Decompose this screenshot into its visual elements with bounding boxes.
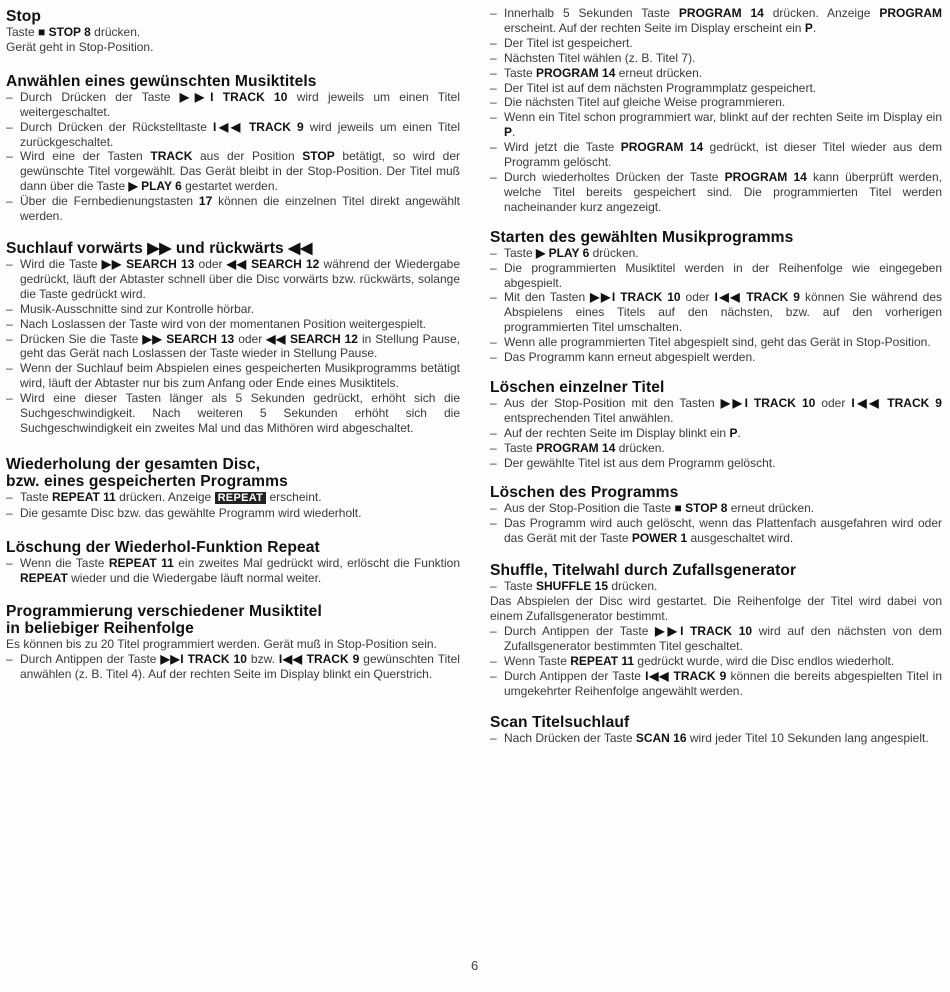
section-heading: Anwählen eines gewünschten Musiktitels — [6, 72, 317, 90]
list-item: – Wenn der Suchlauf beim Abspielen eines gespeicherten Musikprogramms betätigt wird, läuft der Abtaster nur bis zum Anfang oder Ende eines Musiktitels. — [6, 361, 460, 391]
bullet-list — [490, 731, 942, 746]
list-item: – Das Programm kann erneut abgespielt werden. — [490, 350, 942, 365]
list-item: – Taste ▶ PLAY 6 drücken. — [490, 246, 942, 261]
section-heading-line2: bzw. eines gespeicherten Programms — [6, 472, 288, 490]
list-item: – Wenn die Taste REPEAT 11 ein zweites Mal gedrückt wird, erlöscht die Funktion REPEAT wieder und die Wiedergabe läuft normal weiter. — [6, 556, 460, 586]
section-scan-titelsuchlauf — [490, 714, 942, 746]
list-item: – Die programmierten Musiktitel werden in der Reihenfolge wie eingegeben abgespielt. — [490, 261, 942, 291]
list-item: Das Abspielen der Disc wird gestartet. Die Reihenfolge der Titel wird dabei von einem Zufallsgenerator bestimmt. — [490, 594, 942, 623]
section-heading: Löschen des Programms — [490, 484, 679, 502]
list-item: – Musik-Ausschnitte sind zur Kontrolle hörbar. — [6, 302, 460, 317]
list-item: – Wird die Taste ▶▶ SEARCH 13 oder ◀◀ SEARCH 12 während der Wiedergabe gedrückt, läuft der Abtaster schnell über die Disc vorwärts bzw. rückwärts, solange die Taste gedrückt wird. — [6, 257, 460, 302]
bullet-list — [6, 90, 460, 224]
section-heading: Scan Titelsuchlauf — [490, 714, 630, 732]
section-löschung-der-wiederhol-funktion-repeat — [6, 539, 460, 586]
list-item: – Wenn alle programmierten Titel abgespielt sind, geht das Gerät in Stop-Position. — [490, 335, 942, 350]
list-item: – Taste REPEAT 11 drücken. Anzeige REPEAT erscheint. — [6, 490, 460, 506]
section-löschen-einzelner-titel — [490, 379, 942, 471]
section-anwählen-eines-gewünschten-musiktitels — [6, 73, 460, 224]
section-continued — [490, 6, 942, 215]
section-heading: Wiederholung der gesamten Disc, — [6, 455, 261, 473]
section-programmierung-verschiedener-musiktitel — [6, 603, 460, 682]
list-item: – Aus der Stop-Position die Taste ■ STOP 8 erneut drücken. — [490, 501, 942, 516]
bullet-list — [490, 246, 942, 365]
section-heading: Shuffle, Titelwahl durch Zufallsgenerator — [490, 562, 797, 580]
list-item: – Das Programm wird auch gelöscht, wenn das Plattenfach ausgefahren wird oder das Gerät mit der Taste POWER 1 ausgeschaltet wird. — [490, 516, 942, 546]
list-item: – Wird eine dieser Tasten länger als 5 Sekunden gedrückt, erhöht sich die Suchgeschwindigkeit. Nach weiteren 5 Sekunden erhöht sich die Suchgeschwindigkeit ein zweites Mal und das Mithören wird abgeschaltet. — [6, 391, 460, 436]
page-number: 6 — [471, 958, 479, 973]
list-item: – Durch Antippen der Taste ▶▶I TRACK 10 bzw. I◀◀ TRACK 9 gewünschten Titel anwählen (z. B. Titel 4). Auf der rechten Seite im Display blinkt ein Querstrich. — [6, 652, 460, 682]
list-item: – Drücken Sie die Taste ▶▶ SEARCH 13 oder ◀◀ SEARCH 12 in Stellung Pause, geht das Gerät nach Loslassen der Taste wieder in Stellung Pause. — [6, 332, 460, 362]
bullet-list — [490, 6, 942, 215]
section-heading: Stop — [6, 8, 42, 25]
section-heading: Programmierung verschiedener Musiktitel — [6, 603, 322, 621]
list-item: – Durch Drücken der Rückstelltaste I◀◀ TRACK 9 wird jeweils um einen Titel zurückgeschaltet. — [6, 120, 460, 150]
list-item: – Wenn ein Titel schon programmiert war, blinkt auf der rechten Seite im Display ein P. — [490, 110, 942, 140]
section-heading: Suchlauf vorwärts ▶▶ und rückwärts ◀◀ — [6, 239, 313, 257]
paragraph: Es können bis zu 20 Titel programmiert werden. Gerät muß in Stop-Position sein. — [6, 637, 437, 652]
list-item: – Nach Loslassen der Taste wird von der momentanen Position weitergespielt. — [6, 317, 460, 332]
paragraph: Taste ■ STOP 8 drücken. — [6, 25, 141, 39]
bullet-list — [6, 490, 460, 521]
bullet-list — [490, 501, 942, 546]
section-heading: Löschung der Wiederhol-Funktion Repeat — [6, 538, 320, 556]
section-heading: Löschen einzelner Titel — [490, 378, 665, 396]
list-item: – Nach Drücken der Taste SCAN 16 wird jeder Titel 10 Sekunden lang angespielt. — [490, 731, 942, 746]
list-item: – Taste PROGRAM 14 erneut drücken. — [490, 66, 942, 81]
section-wiederholung-der-gesamten-disc — [6, 456, 460, 521]
section-shuffle-titelwahl-durch-zufallsgenerator — [490, 562, 942, 698]
list-item: – Durch wiederholtes Drücken der Taste PROGRAM 14 kann überprüft werden, welche Titel bereits gespeichert sind. Die programmierten Titel werden nacheinander kurz angezeigt. — [490, 170, 942, 215]
list-item: – Nächsten Titel wählen (z. B. Titel 7). — [490, 51, 942, 66]
section-löschen-des-programms — [490, 484, 942, 546]
list-item: – Durch Antippen der Taste ▶▶I TRACK 10 wird auf den nächsten von dem Zufallsgenerator bestimmten Titel geschaltet. — [490, 624, 942, 654]
left-column — [6, 8, 460, 682]
section-suchlauf-vorwärts-und-rückwärts — [6, 240, 460, 436]
list-item: – Innerhalb 5 Sekunden Taste PROGRAM 14 drücken. Anzeige PROGRAM erscheint. Auf der rechten Seite im Display erscheint ein P. — [490, 6, 942, 36]
list-item: – Mit den Tasten ▶▶I TRACK 10 oder I◀◀ TRACK 9 können Sie während des Abspielens eines Titels auf den nächsten, bzw. auf den vorherigen programmierten Titel umschalten. — [490, 290, 942, 335]
repeat-display-badge: REPEAT — [215, 492, 267, 504]
section-starten-des-gewählten-musikprogramms — [490, 229, 942, 365]
list-item: – Wird eine der Tasten TRACK aus der Position STOP betätigt, so wird der gewünschte Titel vorgewählt. Das Gerät bleibt in der Stop-Position. Der Titel muß dann über die Taste ▶ PLAY 6 gestartet werden. — [6, 149, 460, 194]
list-item: – Durch Drücken der Taste ▶▶I TRACK 10 wird jeweils um einen Titel weitergeschaltet. — [6, 90, 460, 120]
list-item: – Der Titel ist auf dem nächsten Programmplatz gespeichert. — [490, 81, 942, 96]
bullet-list — [6, 556, 460, 586]
list-item: – Aus der Stop-Position mit den Tasten ▶▶I TRACK 10 oder I◀◀ TRACK 9 entsprechenden Titel anwählen. — [490, 396, 942, 426]
section-stop — [6, 8, 460, 55]
list-item: – Der Titel ist gespeichert. — [490, 36, 942, 51]
list-item: – Die gesamte Disc bzw. das gewählte Programm wird wiederholt. — [6, 506, 460, 521]
list-item: – Durch Antippen der Taste I◀◀ TRACK 9 können die bereits abgespielten Titel in umgekehrter Reihenfolge angewählt werden. — [490, 669, 942, 699]
list-item: – Wenn Taste REPEAT 11 gedrückt wurde, wird die Disc endlos wiederholt. — [490, 654, 942, 669]
list-item: – Auf der rechten Seite im Display blinkt ein P. — [490, 426, 942, 441]
list-item: – Die nächsten Titel auf gleiche Weise programmieren. — [490, 95, 942, 110]
bullet-list — [490, 396, 942, 471]
right-column — [490, 6, 942, 746]
list-item: – Taste PROGRAM 14 drücken. — [490, 441, 942, 456]
list-item: – Über die Fernbedienungstasten 17 können die einzelnen Titel direkt angewählt werden. — [6, 194, 460, 224]
list-item: – Wird jetzt die Taste PROGRAM 14 gedrückt, ist dieser Titel wieder aus dem Programm gelöscht. — [490, 140, 942, 170]
section-heading: Starten des gewählten Musikprogramms — [490, 228, 794, 246]
list-item: – Taste SHUFFLE 15 drücken. — [490, 579, 942, 594]
paragraph: Gerät geht in Stop-Position. — [6, 39, 154, 54]
bullet-list — [6, 257, 460, 436]
section-heading-line2: in beliebiger Reihenfolge — [6, 620, 194, 638]
list-item: – Der gewählte Titel ist aus dem Programm gelöscht. — [490, 456, 942, 471]
bullet-list — [6, 652, 460, 682]
bullet-list — [490, 579, 942, 698]
